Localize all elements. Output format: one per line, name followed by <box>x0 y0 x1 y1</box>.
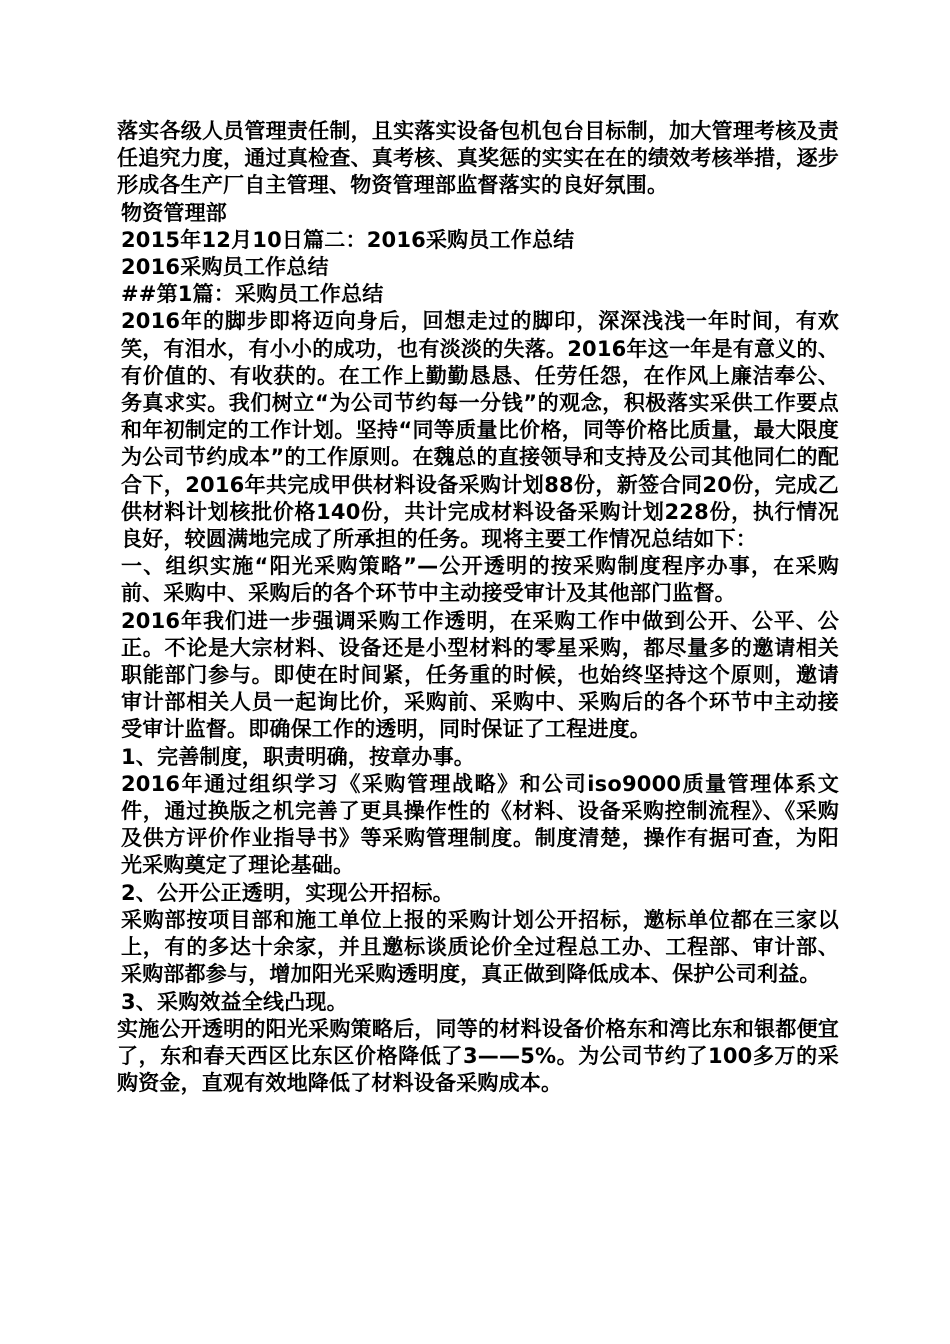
paragraph-system: 2016年通过组织学习《采购管理战略》和公司iso9000质量管理体系文件，通过换版之机完善了更具操作性的《材料、设备采购控制流程》、《采购及供方评价作业指导书》等采购管理制度。制度清楚，操作有据可查，为阳光采购奠定了理论基础。 <box>121 771 839 878</box>
subheading-1: 1、完善制度，职责明确，按章办事。 <box>121 744 476 769</box>
paragraph-transparency: 2016年我们进一步强调采购工作透明，在采购工作中做到公开、公平、公正。不论是大宗材料、设备还是小型材料的零星采购，都尽量多的邀请相关职能部门参与。即使在时间紧，任务重的时候，也始终坚持这个原则，邀请审计部相关人员一起询比价，采购前、采购中、采购后的各个环节中主动接受审计监督。即确保工作的透明，同时保证了工程进度。 <box>121 608 839 742</box>
paragraph-intro: 2016年的脚步即将迈向身后，回想走过的脚印，深深浅浅一年时间，有欢笑，有泪水，有小小的成功，也有淡淡的失落。2016年这一年是有意义的、有价值的、有收获的。在工作上勤勤恳恳、任劳任怨，在作风上廉洁奉公、务真求实。我们树立“为公司节约每一分钱”的观念，积极落实采供工作要点和年初制定的工作计划。坚持“同等质量比价格，同等价格比质量，最大限度为公司节约成本”的工作原则。在魏总的直接领导和支持及公司其他同仁的配合下，2016年共完成甲供材料设备采购计划88份，新签合同20份，完成乙供材料计划核批价格140份，共计完成材料设备采购计划228份，执行情况良好，较圆满地完成了所承担的任务。现将主要工作情况总结如下： <box>121 309 839 552</box>
section-heading-1: 一、组织实施“阳光采购策略”—公开透明的按采购制度程序办事，在采购前、采购中、采购后的各个环节中主动接受审计及其他部门监督。 <box>121 554 839 606</box>
document-body <box>117 118 839 1097</box>
paragraph-tender: 采购部按项目部和施工单位上报的采购计划公开招标，邀标单位都在三家以上，有的多达十余家，并且邀标谈质论价全过程总工办、工程部、审计部、采购部都参与，增加阳光采购透明度，真正做到降低成本、保护公司利益。 <box>121 907 839 987</box>
chapter-heading: ##第1篇：采购员工作总结 <box>121 282 384 307</box>
document-title: 2016采购员工作总结 <box>121 255 329 280</box>
date-and-section-heading: 2015年12月10日篇二：2016采购员工作总结 <box>121 227 575 252</box>
department-signature: 物资管理部 <box>121 200 227 225</box>
paragraph-benefit: 实施公开透明的阳光采购策略后，同等的材料设备价格东和湾比东和银都便宜了，东和春天西区比东区价格降低了3——5%。为公司节约了100多万的采购资金，直观有效地降低了材料设备采购成本。 <box>117 1016 839 1096</box>
paragraph-1: 落实各级人员管理责任制，且实落实设备包机包台目标制，加大管理考核及责任追究力度，通过真检查、真考核、真奖惩的实实在在的绩效考核举措，逐步形成各生产厂自主管理、物资管理部监督落实的良好氛围。 <box>117 119 839 198</box>
subheading-3: 3、采购效益全线凸现。 <box>121 989 348 1014</box>
subheading-2: 2、公开公正透明，实现公开招标。 <box>121 880 454 905</box>
